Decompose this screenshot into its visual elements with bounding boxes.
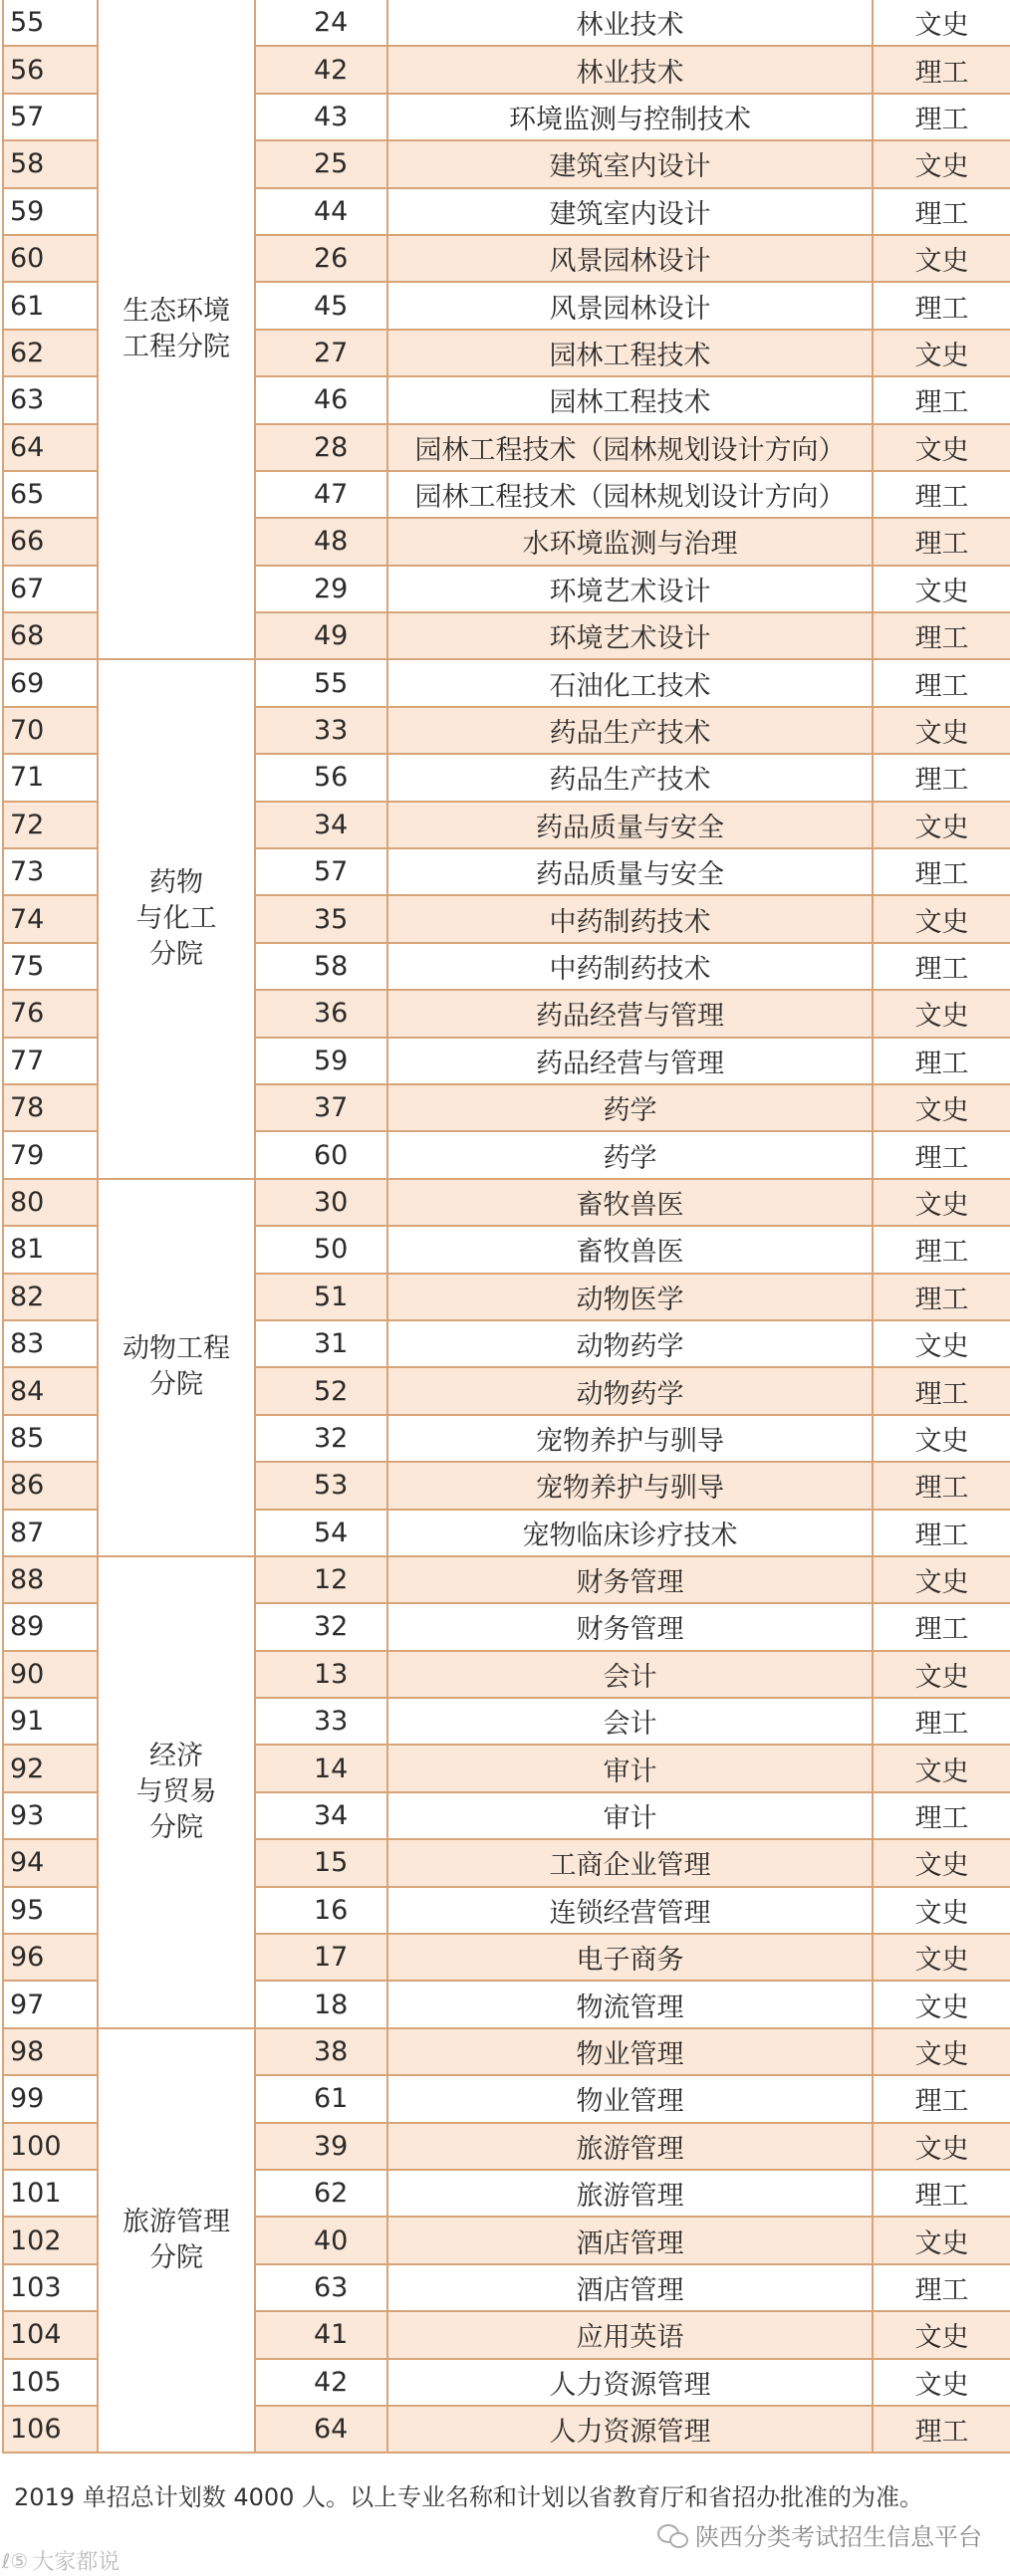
row-number-cell: 80 xyxy=(3,1179,98,1226)
table-body xyxy=(3,0,1010,2453)
department-name-line: 生态环境 xyxy=(123,295,230,327)
department-name-line: 药物 xyxy=(149,867,203,899)
subject-type-cell: 文史 xyxy=(873,1179,1010,1226)
department-cell xyxy=(98,1556,255,2028)
enrollment-plan-table xyxy=(2,0,1010,2454)
subject-type-cell: 理工 xyxy=(873,1792,1010,1839)
subject-type-cell: 理工 xyxy=(873,2406,1010,2453)
major-code-cell: 26 xyxy=(255,235,387,282)
major-code-cell: 38 xyxy=(255,2028,387,2075)
subject-type-cell: 理工 xyxy=(873,471,1010,518)
subject-type-cell: 理工 xyxy=(873,2075,1010,2122)
major-name-cell: 中药制药技术 xyxy=(387,943,873,990)
major-code-cell: 25 xyxy=(255,140,387,187)
row-number-cell: 70 xyxy=(3,707,98,754)
major-code-cell: 64 xyxy=(255,2406,387,2453)
subject-type-cell: 文史 xyxy=(873,2217,1010,2263)
major-code-cell: 35 xyxy=(255,895,387,942)
subject-type-cell: 理工 xyxy=(873,943,1010,990)
row-number-cell: 59 xyxy=(3,188,98,235)
row-number-cell: 103 xyxy=(3,2264,98,2311)
major-code-cell: 60 xyxy=(255,1131,387,1178)
major-code-cell: 55 xyxy=(255,659,387,706)
major-code-cell: 58 xyxy=(255,943,387,990)
major-name-cell: 园林工程技术（园林规划设计方向） xyxy=(387,424,873,471)
department-name-line: 分院 xyxy=(149,939,203,971)
row-number-cell: 91 xyxy=(3,1698,98,1745)
subject-type-cell: 理工 xyxy=(873,1226,1010,1273)
subject-type-cell: 理工 xyxy=(873,1603,1010,1650)
row-number-cell: 74 xyxy=(3,895,98,942)
row-number-cell: 55 xyxy=(3,0,98,46)
subject-type-cell: 文史 xyxy=(873,2028,1010,2075)
subject-type-cell: 文史 xyxy=(873,0,1010,46)
row-number-cell: 89 xyxy=(3,1603,98,1650)
major-name-cell: 药学 xyxy=(387,1131,873,1178)
subject-type-cell: 文史 xyxy=(873,424,1010,471)
major-name-cell: 旅游管理 xyxy=(387,2170,873,2217)
row-number-cell: 98 xyxy=(3,2028,98,2075)
major-name-cell: 建筑室内设计 xyxy=(387,188,873,235)
major-code-cell: 48 xyxy=(255,518,387,565)
row-number-cell: 62 xyxy=(3,330,98,376)
subject-type-cell: 文史 xyxy=(873,1981,1010,2027)
major-code-cell: 29 xyxy=(255,566,387,612)
major-name-cell: 会计 xyxy=(387,1698,873,1745)
subject-type-cell: 文史 xyxy=(873,235,1010,282)
major-code-cell: 44 xyxy=(255,188,387,235)
subject-type-cell: 文史 xyxy=(873,990,1010,1037)
major-name-cell: 林业技术 xyxy=(387,46,873,93)
major-name-cell: 药品生产技术 xyxy=(387,754,873,801)
subject-type-cell: 文史 xyxy=(873,802,1010,848)
major-name-cell: 连锁经营管理 xyxy=(387,1887,873,1934)
major-name-cell: 风景园林设计 xyxy=(387,282,873,329)
row-number-cell: 82 xyxy=(3,1274,98,1320)
department-name-line: 分院 xyxy=(149,1811,203,1843)
major-code-cell: 57 xyxy=(255,848,387,895)
major-code-cell: 14 xyxy=(255,1745,387,1791)
major-code-cell: 33 xyxy=(255,1698,387,1745)
department-name-line: 与贸易 xyxy=(135,1775,217,1807)
row-number-cell: 96 xyxy=(3,1934,98,1981)
subject-type-cell: 理工 xyxy=(873,659,1010,706)
row-number-cell: 60 xyxy=(3,235,98,282)
major-name-cell: 财务管理 xyxy=(387,1556,873,1603)
major-code-cell: 47 xyxy=(255,471,387,518)
subject-type-cell: 理工 xyxy=(873,1367,1010,1414)
major-name-cell: 建筑室内设计 xyxy=(387,140,873,187)
subject-type-cell: 文史 xyxy=(873,707,1010,754)
major-name-cell: 药品生产技术 xyxy=(387,707,873,754)
major-code-cell: 30 xyxy=(255,1179,387,1226)
major-name-cell: 宠物养护与驯导 xyxy=(387,1415,873,1462)
row-number-cell: 92 xyxy=(3,1745,98,1791)
major-name-cell: 宠物养护与驯导 xyxy=(387,1462,873,1509)
subject-type-cell: 理工 xyxy=(873,1510,1010,1556)
major-name-cell: 电子商务 xyxy=(387,1934,873,1981)
subject-type-cell: 文史 xyxy=(873,330,1010,376)
department-cell xyxy=(98,0,255,659)
table-row xyxy=(3,0,1010,46)
subject-type-cell: 理工 xyxy=(873,46,1010,93)
row-number-cell: 90 xyxy=(3,1651,98,1698)
department-cell xyxy=(98,2028,255,2454)
subject-type-cell: 文史 xyxy=(873,2359,1010,2406)
watermark-corner xyxy=(2,2545,120,2576)
subject-type-cell: 文史 xyxy=(873,140,1010,187)
row-number-cell: 79 xyxy=(3,1131,98,1178)
row-number-cell: 58 xyxy=(3,140,98,187)
table-row xyxy=(3,1179,1010,1226)
department-cell xyxy=(98,1179,255,1556)
major-name-cell: 财务管理 xyxy=(387,1603,873,1650)
major-code-cell: 27 xyxy=(255,330,387,376)
major-name-cell: 园林工程技术 xyxy=(387,330,873,376)
subject-type-cell: 理工 xyxy=(873,376,1010,423)
subject-type-cell: 文史 xyxy=(873,2123,1010,2170)
subject-type-cell: 理工 xyxy=(873,188,1010,235)
subject-type-cell: 理工 xyxy=(873,1698,1010,1745)
row-number-cell: 95 xyxy=(3,1887,98,1934)
subject-type-cell: 文史 xyxy=(873,1651,1010,1698)
row-number-cell: 93 xyxy=(3,1792,98,1839)
row-number-cell: 97 xyxy=(3,1981,98,2027)
row-number-cell: 76 xyxy=(3,990,98,1037)
major-code-cell: 42 xyxy=(255,46,387,93)
major-code-cell: 32 xyxy=(255,1415,387,1462)
subject-type-cell: 理工 xyxy=(873,1038,1010,1084)
major-code-cell: 16 xyxy=(255,1887,387,1934)
subject-type-cell: 文史 xyxy=(873,1320,1010,1367)
row-number-cell: 56 xyxy=(3,46,98,93)
department-name-line: 动物工程 xyxy=(123,1333,230,1365)
row-number-cell: 63 xyxy=(3,376,98,423)
row-number-cell: 86 xyxy=(3,1462,98,1509)
row-number-cell: 94 xyxy=(3,1839,98,1886)
major-code-cell: 45 xyxy=(255,282,387,329)
major-name-cell: 宠物临床诊疗技术 xyxy=(387,1510,873,1556)
department-name-line: 与化工 xyxy=(135,903,217,935)
row-number-cell: 100 xyxy=(3,2123,98,2170)
major-code-cell: 18 xyxy=(255,1981,387,2027)
major-name-cell: 林业技术 xyxy=(387,0,873,46)
major-code-cell: 31 xyxy=(255,1320,387,1367)
major-name-cell: 药品质量与安全 xyxy=(387,848,873,895)
major-name-cell: 会计 xyxy=(387,1651,873,1698)
major-name-cell: 审计 xyxy=(387,1792,873,1839)
row-number-cell: 72 xyxy=(3,802,98,848)
major-code-cell: 13 xyxy=(255,1651,387,1698)
major-code-cell: 34 xyxy=(255,802,387,848)
subject-type-cell: 文史 xyxy=(873,1839,1010,1886)
row-number-cell: 67 xyxy=(3,566,98,612)
major-name-cell: 酒店管理 xyxy=(387,2264,873,2311)
watermark-corner-label: 大家都说 xyxy=(32,2550,121,2575)
row-number-cell: 87 xyxy=(3,1510,98,1556)
subject-type-cell: 文史 xyxy=(873,1415,1010,1462)
major-name-cell: 人力资源管理 xyxy=(387,2359,873,2406)
major-code-cell: 37 xyxy=(255,1084,387,1131)
major-code-cell: 15 xyxy=(255,1839,387,1886)
row-number-cell: 105 xyxy=(3,2359,98,2406)
row-number-cell: 104 xyxy=(3,2311,98,2358)
major-name-cell: 动物药学 xyxy=(387,1320,873,1367)
department-name-line: 旅游管理 xyxy=(123,2207,230,2238)
major-code-cell: 53 xyxy=(255,1462,387,1509)
row-number-cell: 69 xyxy=(3,659,98,706)
major-code-cell: 24 xyxy=(255,0,387,46)
subject-type-cell: 理工 xyxy=(873,848,1010,895)
subject-type-cell: 文史 xyxy=(873,566,1010,612)
major-code-cell: 49 xyxy=(255,612,387,659)
major-code-cell: 40 xyxy=(255,2217,387,2263)
major-code-cell: 28 xyxy=(255,424,387,471)
major-name-cell: 水环境监测与治理 xyxy=(387,518,873,565)
subject-type-cell: 理工 xyxy=(873,518,1010,565)
major-name-cell: 旅游管理 xyxy=(387,2123,873,2170)
table-row xyxy=(3,2028,1010,2075)
subject-type-cell: 文史 xyxy=(873,1745,1010,1791)
row-number-cell: 73 xyxy=(3,848,98,895)
major-code-cell: 52 xyxy=(255,1367,387,1414)
swirl-logo-icon: ℓ⑤ xyxy=(2,2548,29,2573)
department-cell xyxy=(98,659,255,1178)
department-name-line: 分院 xyxy=(149,1369,203,1401)
major-name-cell: 中药制药技术 xyxy=(387,895,873,942)
major-name-cell: 畜牧兽医 xyxy=(387,1226,873,1273)
major-name-cell: 风景园林设计 xyxy=(387,235,873,282)
major-code-cell: 51 xyxy=(255,1274,387,1320)
major-name-cell: 环境监测与控制技术 xyxy=(387,94,873,140)
subject-type-cell: 文史 xyxy=(873,2311,1010,2358)
subject-type-cell: 理工 xyxy=(873,282,1010,329)
major-name-cell: 工商企业管理 xyxy=(387,1839,873,1886)
major-name-cell: 人力资源管理 xyxy=(387,2406,873,2453)
major-code-cell: 34 xyxy=(255,1792,387,1839)
major-code-cell: 59 xyxy=(255,1038,387,1084)
row-number-cell: 65 xyxy=(3,471,98,518)
row-number-cell: 81 xyxy=(3,1226,98,1273)
subject-type-cell: 理工 xyxy=(873,612,1010,659)
major-name-cell: 药学 xyxy=(387,1084,873,1131)
major-code-cell: 61 xyxy=(255,2075,387,2122)
major-code-cell: 42 xyxy=(255,2359,387,2406)
major-name-cell: 环境艺术设计 xyxy=(387,566,873,612)
subject-type-cell: 文史 xyxy=(873,1934,1010,1981)
subject-type-cell: 文史 xyxy=(873,1887,1010,1934)
row-number-cell: 102 xyxy=(3,2217,98,2263)
row-number-cell: 64 xyxy=(3,424,98,471)
major-name-cell: 动物医学 xyxy=(387,1274,873,1320)
major-code-cell: 62 xyxy=(255,2170,387,2217)
department-name-line: 分院 xyxy=(149,2242,203,2274)
major-name-cell: 酒店管理 xyxy=(387,2217,873,2263)
row-number-cell: 85 xyxy=(3,1415,98,1462)
department-name-line: 工程分院 xyxy=(123,331,230,362)
subject-type-cell: 理工 xyxy=(873,754,1010,801)
subject-type-cell: 理工 xyxy=(873,2170,1010,2217)
department-name-line: 经济 xyxy=(149,1740,203,1771)
major-code-cell: 12 xyxy=(255,1556,387,1603)
major-code-cell: 39 xyxy=(255,2123,387,2170)
major-name-cell: 药品质量与安全 xyxy=(387,802,873,848)
major-code-cell: 36 xyxy=(255,990,387,1037)
major-name-cell: 园林工程技术（园林规划设计方向） xyxy=(387,471,873,518)
major-name-cell: 药品经营与管理 xyxy=(387,1038,873,1084)
row-number-cell: 83 xyxy=(3,1320,98,1367)
major-code-cell: 17 xyxy=(255,1934,387,1981)
subject-type-cell: 理工 xyxy=(873,1462,1010,1509)
major-name-cell: 石油化工技术 xyxy=(387,659,873,706)
row-number-cell: 66 xyxy=(3,518,98,565)
row-number-cell: 84 xyxy=(3,1367,98,1414)
subject-type-cell: 理工 xyxy=(873,1274,1010,1320)
major-code-cell: 54 xyxy=(255,1510,387,1556)
major-code-cell: 63 xyxy=(255,2264,387,2311)
subject-type-cell: 文史 xyxy=(873,895,1010,942)
major-code-cell: 33 xyxy=(255,707,387,754)
major-name-cell: 审计 xyxy=(387,1745,873,1791)
major-code-cell: 50 xyxy=(255,1226,387,1273)
watermark-source xyxy=(657,2517,982,2552)
row-number-cell: 57 xyxy=(3,94,98,140)
major-code-cell: 41 xyxy=(255,2311,387,2358)
major-name-cell: 药品经营与管理 xyxy=(387,990,873,1037)
major-name-cell: 畜牧兽医 xyxy=(387,1179,873,1226)
row-number-cell: 77 xyxy=(3,1038,98,1084)
row-number-cell: 78 xyxy=(3,1084,98,1131)
row-number-cell: 101 xyxy=(3,2170,98,2217)
row-number-cell: 61 xyxy=(3,282,98,329)
subject-type-cell: 文史 xyxy=(873,1556,1010,1603)
major-name-cell: 园林工程技术 xyxy=(387,376,873,423)
row-number-cell: 99 xyxy=(3,2075,98,2122)
subject-type-cell: 理工 xyxy=(873,2264,1010,2311)
row-number-cell: 68 xyxy=(3,612,98,659)
subject-type-cell: 理工 xyxy=(873,1131,1010,1178)
subject-type-cell: 文史 xyxy=(873,1084,1010,1131)
major-code-cell: 32 xyxy=(255,1603,387,1650)
row-number-cell: 75 xyxy=(3,943,98,990)
major-name-cell: 物流管理 xyxy=(387,1981,873,2027)
major-name-cell: 物业管理 xyxy=(387,2075,873,2122)
major-name-cell: 应用英语 xyxy=(387,2311,873,2358)
wechat-icon xyxy=(657,2523,687,2547)
major-code-cell: 46 xyxy=(255,376,387,423)
major-name-cell: 物业管理 xyxy=(387,2028,873,2075)
subject-type-cell: 理工 xyxy=(873,94,1010,140)
row-number-cell: 106 xyxy=(3,2406,98,2453)
major-code-cell: 43 xyxy=(255,94,387,140)
row-number-cell: 88 xyxy=(3,1556,98,1603)
row-number-cell: 71 xyxy=(3,754,98,801)
watermark-source-label: 陕西分类考试招生信息平台 xyxy=(695,2523,982,2551)
major-code-cell: 56 xyxy=(255,754,387,801)
footnote-text: 2019 单招总计划数 4000 人。以上专业名称和计划以省教育厅和省招办批准的为准。 xyxy=(14,2483,924,2511)
table-row xyxy=(3,1556,1010,1603)
table-row xyxy=(3,659,1010,706)
major-name-cell: 动物药学 xyxy=(387,1367,873,1414)
major-name-cell: 环境艺术设计 xyxy=(387,612,873,659)
